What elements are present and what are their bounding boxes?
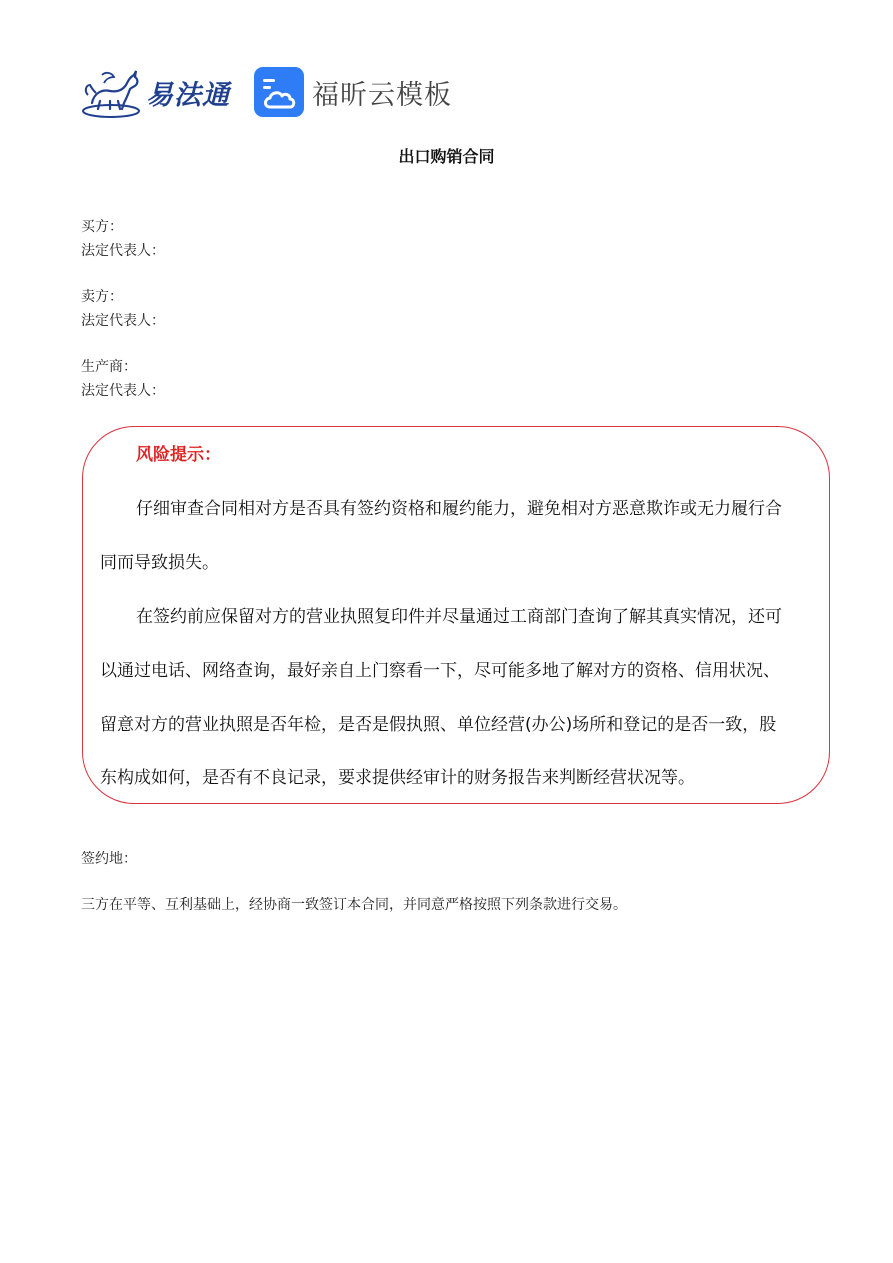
unicorn-icon bbox=[80, 65, 142, 119]
risk-line-5: 留意对方的营业执照是否年检，是否是假执照、单位经营(办公)场所和登记的是否一致，股 bbox=[100, 715, 777, 735]
risk-line-4: 以通过电话、网络查询，最好亲自上门察看一下，尽可能多地了解对方的资格、信用状况、 bbox=[100, 661, 780, 681]
risk-line-1: 仔细审查合同相对方是否具有签约资格和履约能力，避免相对方恶意欺诈或无力履行合 bbox=[136, 499, 782, 519]
agreement-text: 三方在平等、互利基础上，经协商一致签订本合同，并同意严格按照下列条款进行交易。 bbox=[81, 897, 627, 913]
maker-label: 生产商： bbox=[81, 359, 137, 375]
fuxin-logo-text: 福昕云模板 bbox=[312, 79, 452, 111]
risk-line-3: 在签约前应保留对方的营业执照复印件并尽量通过工商部门查询了解其真实情况，还可 bbox=[136, 607, 782, 627]
yifatong-logo bbox=[80, 65, 230, 119]
header-logos bbox=[80, 62, 452, 122]
sign-place-label: 签约地： bbox=[81, 851, 137, 867]
fuxin-logo bbox=[254, 67, 452, 117]
buyer-label: 买方： bbox=[81, 219, 123, 235]
fuxin-cloud-icon bbox=[254, 67, 304, 117]
seller-rep-label: 法定代表人： bbox=[81, 313, 165, 329]
yifatong-logo-text: 易法通 bbox=[146, 79, 230, 111]
risk-line-6: 东构成如何，是否有不良记录，要求提供经审计的财务报告来判断经营状况等。 bbox=[100, 768, 695, 788]
risk-notice-title: 风险提示： bbox=[136, 445, 221, 465]
buyer-rep-label: 法定代表人： bbox=[81, 243, 165, 259]
document-title: 出口购销合同 bbox=[398, 147, 495, 166]
seller-label: 卖方： bbox=[81, 289, 123, 305]
maker-rep-label: 法定代表人： bbox=[81, 383, 165, 399]
risk-line-2: 同而导致损失。 bbox=[100, 553, 219, 573]
